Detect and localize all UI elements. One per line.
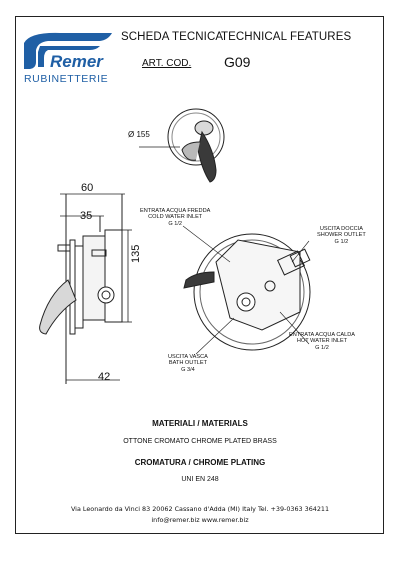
annotation-bath-outlet: USCITA VASCA BATH OUTLET G 3/4: [168, 354, 208, 373]
materials-title: MATERIALI / MATERIALS: [152, 419, 248, 428]
annotation-hot-inlet: ENTRATA ACQUA CALDA HOT WATER INLET G 1/2: [289, 332, 356, 351]
article-code: G09: [224, 54, 251, 70]
art-cod-label: ART. COD.: [142, 58, 192, 69]
dimension-height: 135: [130, 244, 142, 263]
front-view-thumbnail: [168, 109, 224, 182]
title-italian: SCHEDA TECNICA: [121, 31, 224, 43]
dimension-bottom: 42: [98, 371, 111, 383]
plating-title: CROMATURA / CHROME PLATING: [134, 458, 266, 467]
dimension-diameter: Ø 155: [128, 130, 150, 139]
annotation-shower-outlet: USCITA DOCCIA SHOWER OUTLET G 1/2: [317, 226, 366, 245]
annotation-cold-inlet: ENTRATA ACQUA FREDDA COLD WATER INLET G 1/2: [140, 208, 211, 227]
svg-text:Remer: Remer: [50, 52, 103, 71]
dimension-width: 60: [81, 182, 94, 194]
side-view: [40, 194, 132, 384]
dimension-depth: 35: [80, 210, 93, 222]
footer-address: Via Leonardo da Vinci 83 20062 Cassano d'Adda (MI) Italy Tel. +39-0363 364211: [70, 505, 330, 513]
plating-norm: UNI EN 248: [181, 476, 219, 483]
materials-description: OTTONE CROMATO CHROME PLATED BRASS: [123, 438, 277, 445]
brand-subtitle: RUBINETTERIE: [24, 73, 109, 85]
title-english: TECHNICAL FEATURES: [221, 31, 352, 43]
footer-contact: info@remer.biz www.remer.biz: [151, 516, 249, 524]
